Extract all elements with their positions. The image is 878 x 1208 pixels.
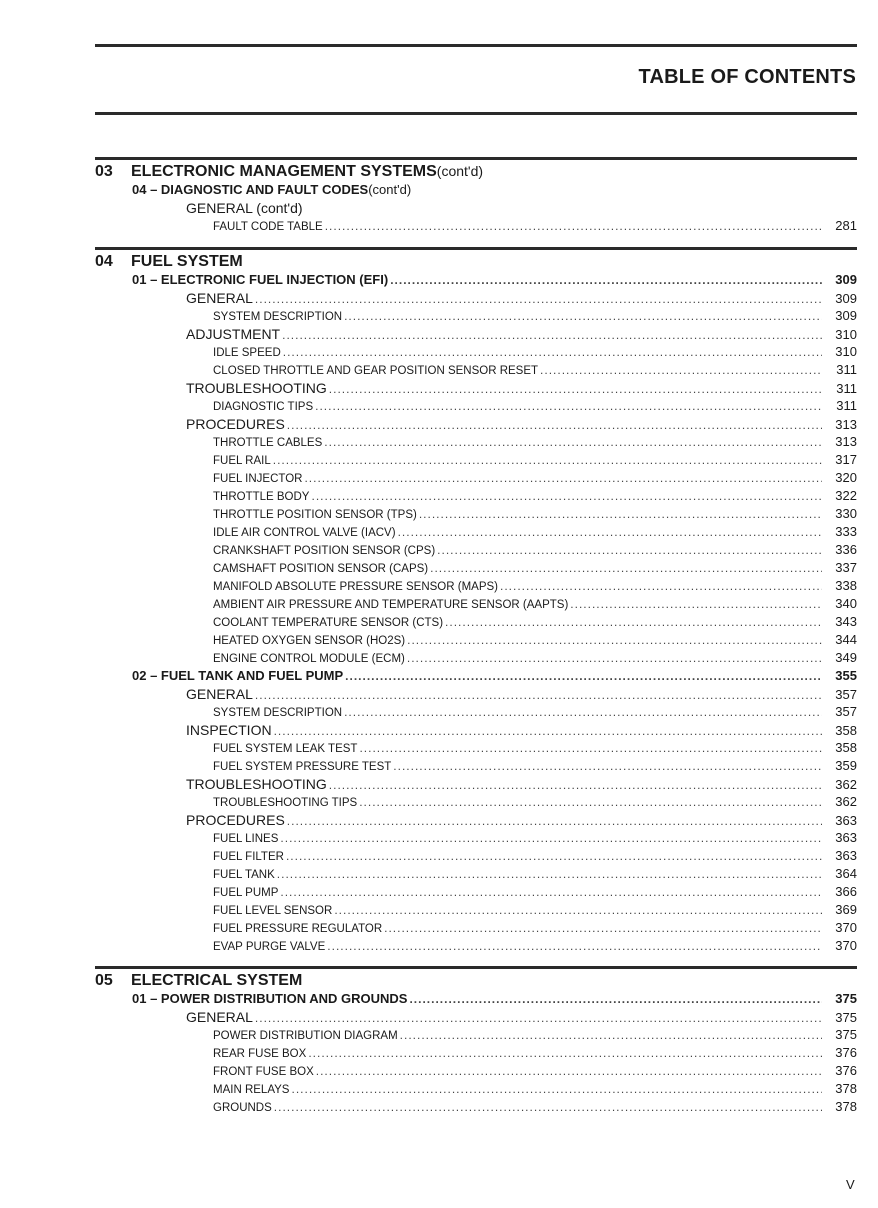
toc-page-number: 338 [835, 578, 857, 593]
toc-entry-title: FUEL PRESSURE REGULATOR [213, 923, 383, 935]
toc-topic-entry[interactable] [95, 1098, 857, 1116]
section-continued-note: (cont'd) [436, 163, 484, 179]
toc-page-number: 344 [835, 632, 857, 647]
dot-leader [274, 722, 822, 740]
toc-topic-entry[interactable] [95, 1080, 857, 1098]
toc-topic-entry[interactable] [95, 307, 857, 325]
toc-page-number: 317 [835, 452, 857, 467]
toc-page-number: 376 [835, 1045, 857, 1060]
toc-entry-title: CRANKSHAFT POSITION SENSOR (CPS) [213, 545, 436, 557]
page-number: V [846, 1177, 855, 1192]
toc-entry-title: MANIFOLD ABSOLUTE PRESSURE SENSOR (MAPS) [213, 581, 499, 593]
toc-page-number: 310 [835, 344, 857, 359]
toc-page-number: 363 [835, 848, 857, 863]
toc-page-number: 309 [835, 291, 857, 306]
toc-section [95, 966, 857, 1116]
toc-page-number: 358 [835, 740, 857, 755]
toc-entry-title: 04 – DIAGNOSTIC AND FAULT CODES [132, 182, 369, 197]
toc-page-number: 357 [835, 704, 857, 719]
toc-page-number: 363 [835, 813, 857, 828]
toc-page-number: 363 [835, 830, 857, 845]
dot-leader [277, 865, 822, 883]
dot-leader [345, 667, 822, 685]
dot-leader [384, 919, 822, 937]
dot-leader [398, 523, 822, 541]
toc-topic-entry[interactable] [95, 613, 857, 631]
toc-topic-entry[interactable] [95, 523, 857, 541]
dot-leader [390, 271, 822, 289]
section-heading[interactable] [95, 252, 857, 271]
toc-topic-entry[interactable] [95, 559, 857, 577]
section-heading[interactable] [95, 162, 857, 181]
toc-entry-title: SYSTEM DESCRIPTION [213, 311, 343, 323]
toc-entry-title: THROTTLE BODY [213, 491, 310, 503]
section-title: FUEL SYSTEM [131, 253, 243, 270]
toc-entry-title: FRONT FUSE BOX [213, 1066, 314, 1078]
toc-chapter-entry[interactable] [95, 667, 857, 685]
toc-entry-title: POWER DISTRIBUTION DIAGRAM [213, 1030, 398, 1042]
toc-page-number: 337 [835, 560, 857, 575]
toc-entry-title: PROCEDURES [186, 416, 285, 432]
dot-leader [304, 469, 822, 487]
toc-topic-entry[interactable] [95, 1026, 857, 1044]
section-number: 03 [95, 163, 113, 180]
toc-topic-entry[interactable] [95, 577, 857, 595]
toc-entry-title: GENERAL [186, 290, 253, 306]
dot-leader [540, 361, 822, 379]
toc-entry-title: THROTTLE POSITION SENSOR (TPS) [213, 509, 417, 521]
dot-leader [286, 847, 822, 865]
toc-topic-entry[interactable] [95, 1044, 857, 1062]
dot-leader [291, 1080, 822, 1098]
toc-entry-title: 02 – FUEL TANK AND FUEL PUMP [132, 668, 344, 683]
toc-topic-entry[interactable] [95, 433, 857, 451]
dot-leader [344, 703, 822, 721]
toc-subsection-entry[interactable] [95, 289, 857, 307]
dot-leader [283, 343, 822, 361]
toc-entry-title: THROTTLE CABLES [213, 437, 323, 449]
toc-entry-title: TROUBLESHOOTING TIPS [213, 797, 358, 809]
dot-leader [282, 326, 822, 344]
toc-entry-title: EVAP PURGE VALVE [213, 941, 326, 953]
dot-leader [329, 776, 822, 794]
dot-leader [308, 1044, 822, 1062]
toc-page-number: 378 [835, 1099, 857, 1114]
toc-topic-entry[interactable] [95, 1062, 857, 1080]
toc-subsection-entry[interactable] [95, 721, 857, 739]
toc-page-number: 343 [835, 614, 857, 629]
toc-entry-title: 01 – POWER DISTRIBUTION AND GROUNDS [132, 991, 408, 1006]
toc-topic-entry[interactable] [95, 847, 857, 865]
toc-entry-title: CAMSHAFT POSITION SENSOR (CAPS) [213, 563, 429, 575]
toc-topic-entry[interactable] [95, 937, 857, 955]
toc-topic-entry[interactable] [95, 757, 857, 775]
dot-leader [311, 487, 822, 505]
toc-topic-entry[interactable] [95, 595, 857, 613]
toc-entry-title: FUEL TANK [213, 869, 275, 881]
toc-entry-title: FUEL FILTER [213, 851, 284, 863]
toc-topic-entry[interactable] [95, 703, 857, 721]
toc-topic-entry[interactable] [95, 739, 857, 757]
dot-leader [359, 739, 822, 757]
dot-leader [255, 686, 822, 704]
toc-entry-title: IDLE SPEED [213, 347, 281, 359]
toc-topic-entry[interactable] [95, 865, 857, 883]
toc-page-number: 366 [835, 884, 857, 899]
dot-leader [287, 416, 822, 434]
toc-entry-title: 01 – ELECTRONIC FUEL INJECTION (EFI) [132, 272, 389, 287]
toc-page-number: 375 [835, 1010, 857, 1025]
section-title: ELECTRICAL SYSTEM [131, 972, 303, 989]
toc-topic-entry[interactable] [95, 397, 857, 415]
toc-topic-entry[interactable] [95, 901, 857, 919]
toc-page-number: 375 [835, 991, 857, 1006]
toc-topic-entry[interactable] [95, 451, 857, 469]
toc-section [95, 247, 857, 955]
toc-page-number: 364 [835, 866, 857, 881]
toc-page-number: 336 [835, 542, 857, 557]
toc-page-number: 359 [835, 758, 857, 773]
toc-page-number: 320 [835, 470, 857, 485]
toc-page-number: 362 [835, 777, 857, 792]
section-rule [95, 966, 857, 969]
section-rule [95, 157, 857, 160]
toc-entry-title: ENGINE CONTROL MODULE (ECM) [213, 653, 405, 665]
toc-entry-title: IDLE AIR CONTROL VALVE (IACV) [213, 527, 396, 539]
toc-entry-continued-note: (cont'd) [368, 182, 412, 197]
toc-topic-entry[interactable] [95, 793, 857, 811]
toc-page-number: 378 [835, 1081, 857, 1096]
toc-topic-entry[interactable] [95, 343, 857, 361]
toc-page-number: 376 [835, 1063, 857, 1078]
dot-leader [419, 505, 822, 523]
toc-entry-title: GENERAL (cont'd) [186, 200, 303, 216]
toc-entry-title: CLOSED THROTTLE AND GEAR POSITION SENSOR RESET [213, 365, 539, 377]
toc-entry-title: GENERAL [186, 1009, 253, 1025]
toc-page-number: 355 [835, 668, 857, 683]
section-title: ELECTRONIC MANAGEMENT SYSTEMS [131, 163, 437, 180]
toc-topic-entry[interactable] [95, 919, 857, 937]
toc-page-number: 340 [835, 596, 857, 611]
toc-entry-title: TROUBLESHOOTING [186, 380, 327, 396]
toc-entry-title: FUEL SYSTEM LEAK TEST [213, 743, 358, 755]
dot-leader [445, 613, 822, 631]
toc-entry-title: FUEL PUMP [213, 887, 279, 899]
toc-page-number: 311 [836, 398, 857, 413]
toc-topic-entry[interactable] [95, 829, 857, 847]
toc-page-number: 309 [835, 272, 857, 287]
toc-page-number: 330 [835, 506, 857, 521]
dot-leader [324, 433, 822, 451]
toc-subsection-entry[interactable] [95, 685, 857, 703]
toc-topic-entry[interactable] [95, 217, 857, 235]
toc-topic-entry[interactable] [95, 649, 857, 667]
dot-leader [273, 451, 822, 469]
toc-entry-title: ADJUSTMENT [186, 326, 281, 342]
page-title: TABLE OF CONTENTS [638, 66, 856, 88]
dot-leader [274, 1098, 822, 1116]
toc-entry-title: MAIN RELAYS [213, 1084, 290, 1096]
dot-leader [280, 829, 822, 847]
dot-leader [393, 757, 822, 775]
toc-subsection-entry[interactable] [95, 199, 857, 217]
toc-entry-title: FUEL SYSTEM PRESSURE TEST [213, 761, 392, 773]
toc-entry-title: FUEL LEVEL SENSOR [213, 905, 333, 917]
toc-entry-title: FUEL INJECTOR [213, 473, 303, 485]
dot-leader [315, 397, 822, 415]
toc-entry-title: FUEL RAIL [213, 455, 271, 467]
dot-leader [280, 883, 822, 901]
dot-leader [500, 577, 822, 595]
toc-page-number: 313 [835, 417, 857, 432]
section-number: 05 [95, 972, 113, 989]
toc-page-number: 357 [835, 687, 857, 702]
toc-page-number: 333 [835, 524, 857, 539]
toc-entry-title: GROUNDS [213, 1102, 272, 1114]
toc-chapter-entry[interactable] [95, 181, 857, 199]
toc-subsection-entry[interactable] [95, 325, 857, 343]
section-rule [95, 247, 857, 250]
toc-entry-title: REAR FUSE BOX [213, 1048, 307, 1060]
dot-leader [334, 901, 822, 919]
toc-topic-entry[interactable] [95, 541, 857, 559]
dot-leader [344, 307, 822, 325]
dot-leader [409, 990, 822, 1008]
toc-page-number: 313 [835, 434, 857, 449]
toc-entry-title: PROCEDURES [186, 812, 285, 828]
toc-entry-title: GENERAL [186, 686, 253, 702]
toc-chapter-entry[interactable] [95, 271, 857, 289]
toc-page-number: 370 [835, 938, 857, 953]
dot-leader [430, 559, 822, 577]
toc-topic-entry[interactable] [95, 883, 857, 901]
toc-section [95, 157, 857, 235]
toc-entry-title: HEATED OXYGEN SENSOR (HO2S) [213, 635, 406, 647]
toc-entry-title: COOLANT TEMPERATURE SENSOR (CTS) [213, 617, 444, 629]
dot-leader [407, 631, 822, 649]
section-heading[interactable] [95, 971, 857, 990]
dot-leader [437, 541, 822, 559]
section-number: 04 [95, 253, 113, 270]
toc-entry-title: AMBIENT AIR PRESSURE AND TEMPERATURE SENSOR (AAPTS) [213, 599, 569, 611]
toc-page-number: 369 [835, 902, 857, 917]
toc-page-number: 311 [836, 381, 857, 396]
dot-leader [407, 649, 822, 667]
dot-leader [400, 1026, 822, 1044]
dot-leader [287, 812, 822, 830]
toc-entry-title: TROUBLESHOOTING [186, 776, 327, 792]
dot-leader [255, 1009, 822, 1027]
dot-leader [255, 290, 822, 308]
dot-leader [329, 380, 822, 398]
toc-page-number: 349 [835, 650, 857, 665]
toc-subsection-entry[interactable] [95, 1008, 857, 1026]
toc-topic-entry[interactable] [95, 487, 857, 505]
dot-leader [570, 595, 822, 613]
dot-leader [316, 1062, 822, 1080]
toc-entry-title: INSPECTION [186, 722, 272, 738]
toc-entry-title: FAULT CODE TABLE [213, 221, 323, 233]
toc-topic-entry[interactable] [95, 631, 857, 649]
toc-chapter-entry[interactable] [95, 990, 857, 1008]
toc-subsection-entry[interactable] [95, 775, 857, 793]
toc-subsection-entry[interactable] [95, 811, 857, 829]
toc-entry-title: SYSTEM DESCRIPTION [213, 707, 343, 719]
toc-page-number: 362 [835, 794, 857, 809]
toc-topic-entry[interactable] [95, 361, 857, 379]
toc-page-number: 370 [835, 920, 857, 935]
toc-entry-title: FUEL LINES [213, 833, 279, 845]
toc-topic-entry[interactable] [95, 505, 857, 523]
toc-page-number: 310 [835, 327, 857, 342]
toc-subsection-entry[interactable] [95, 415, 857, 433]
toc-page-number: 322 [835, 488, 857, 503]
dot-leader [359, 793, 822, 811]
dot-leader [325, 217, 822, 235]
toc-page-number: 311 [836, 362, 857, 377]
toc-subsection-entry[interactable] [95, 379, 857, 397]
toc-page-number: 375 [835, 1027, 857, 1042]
toc-page-number: 281 [835, 218, 857, 233]
toc-page-number: 309 [835, 308, 857, 323]
toc-page-number: 358 [835, 723, 857, 738]
toc-entry-title: DIAGNOSTIC TIPS [213, 401, 314, 413]
dot-leader [327, 937, 822, 955]
toc-topic-entry[interactable] [95, 469, 857, 487]
